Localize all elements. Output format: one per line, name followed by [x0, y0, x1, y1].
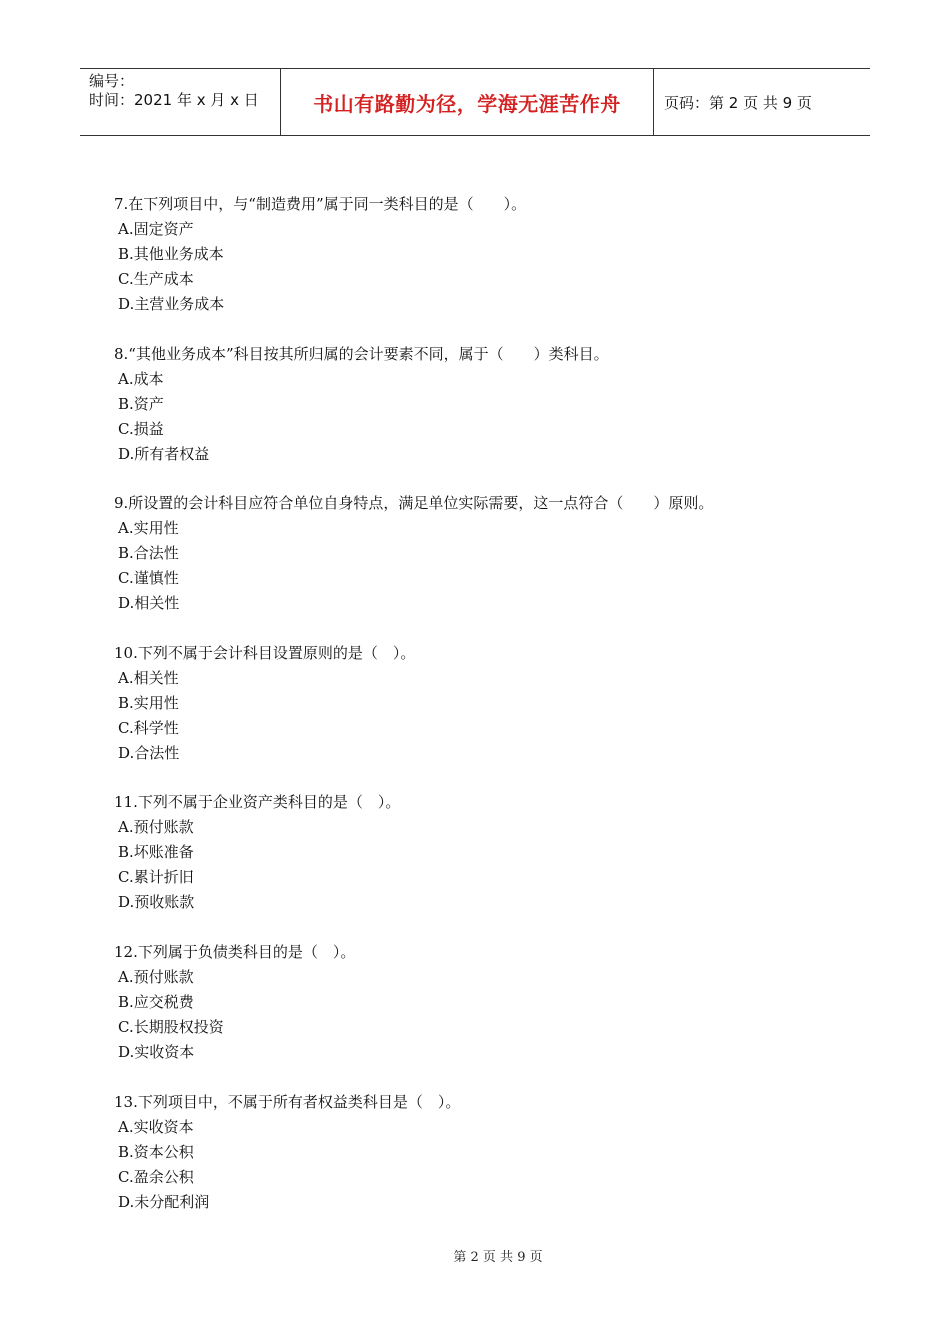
option-b: B.应交税费 — [118, 992, 194, 1011]
question-title: 11.下列不属于企业资产类科目的是（ ）。 — [114, 793, 401, 812]
time-label: 时间：2021 年 x 月 x 日 — [89, 91, 259, 109]
header-meta — [80, 69, 281, 135]
question-title: 8.“其他业务成本”科目按其所归属的会计要素不同，属于（ ）类科目。 — [114, 344, 609, 363]
option-a: A.成本 — [118, 369, 164, 388]
option-a: A.预付账款 — [118, 967, 194, 986]
question-title: 9.所设置的会计科目应符合单位自身特点，满足单位实际需要，这一点符合（ ）原则。 — [114, 494, 714, 513]
option-d: D.合法性 — [118, 743, 180, 762]
option-c: C.盈余公积 — [118, 1167, 194, 1186]
option-d: D.实收资本 — [118, 1042, 195, 1061]
question-9 — [114, 491, 854, 616]
option-a: A.固定资产 — [118, 220, 194, 238]
header-motto: 书山有路勤为径，学海无涯苦作舟 — [281, 69, 654, 135]
option-b: B.坏账准备 — [118, 843, 194, 862]
option-c: C.累计折旧 — [118, 868, 194, 887]
page-footer: 第 2 页 共 9 页 — [453, 1250, 543, 1265]
question-12 — [114, 940, 854, 1065]
option-b: B.其他业务成本 — [118, 245, 224, 263]
question-7 — [114, 192, 854, 317]
option-a: A.实用性 — [118, 519, 179, 538]
option-c: C.科学性 — [118, 718, 179, 737]
option-b: B.资产 — [118, 394, 164, 413]
option-b: B.实用性 — [118, 693, 179, 712]
option-a: A.预付账款 — [118, 818, 194, 837]
question-10 — [114, 641, 854, 766]
question-8 — [114, 342, 854, 467]
option-c: C.谨慎性 — [118, 569, 179, 588]
document-header — [80, 68, 870, 136]
option-c: C.生产成本 — [118, 270, 194, 288]
question-title: 10.下列不属于会计科目设置原则的是（ ）。 — [114, 643, 416, 662]
question-list — [114, 192, 854, 1239]
option-c: C.长期股权投资 — [118, 1017, 224, 1036]
question-11 — [114, 790, 854, 915]
number-label: 编号： — [89, 72, 135, 90]
question-title: 7.在下列项目中，与“制造费用”属于同一类科目的是（ ）。 — [114, 195, 527, 213]
option-b: B.资本公积 — [118, 1142, 194, 1161]
option-d: D.相关性 — [118, 594, 180, 613]
question-title: 13.下列项目中，不属于所有者权益类科目是（ ）。 — [114, 1092, 461, 1111]
option-d: D.主营业务成本 — [118, 295, 225, 313]
option-d: D.预收账款 — [118, 893, 195, 912]
option-a: A.相关性 — [118, 668, 179, 687]
header-page-info: 页码：第 2 页 共 9 页 — [664, 93, 812, 112]
question-13 — [114, 1090, 854, 1215]
option-d: D.所有者权益 — [118, 444, 210, 463]
option-d: D.未分配利润 — [118, 1192, 210, 1211]
option-a: A.实收资本 — [118, 1117, 194, 1136]
option-c: C.损益 — [118, 419, 164, 438]
option-b: B.合法性 — [118, 544, 179, 563]
question-title: 12.下列属于负债类科目的是（ ）。 — [114, 942, 356, 961]
